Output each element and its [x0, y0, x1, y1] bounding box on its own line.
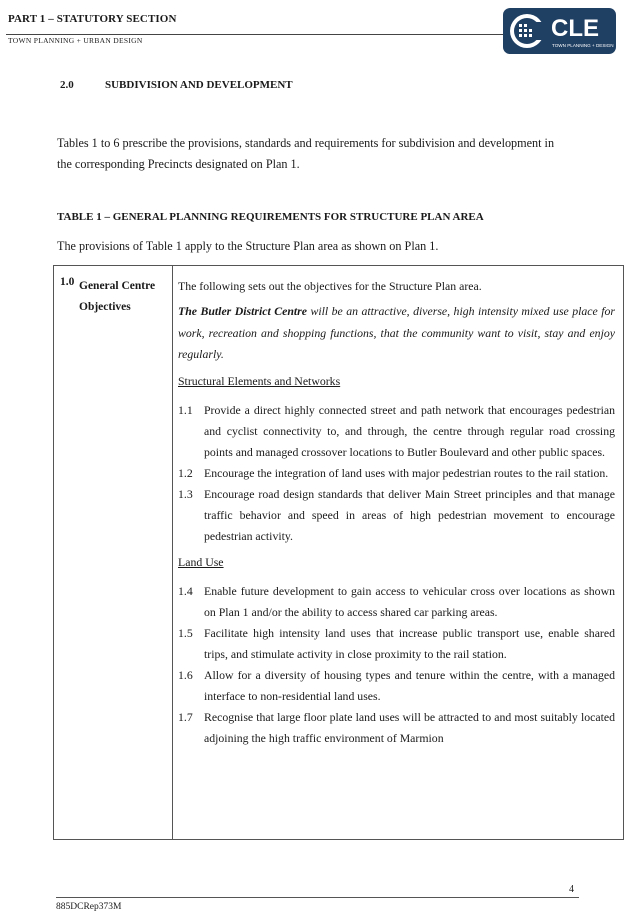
row-content — [178, 276, 615, 749]
row-label-cell — [54, 266, 173, 840]
logo-text: CLE — [551, 15, 599, 42]
page-number: 4 — [569, 884, 574, 895]
item-number: 1.5 — [178, 625, 193, 640]
item-text: Allow for a diversity of housing types and tenure within the centre, with a managed interface to non-residential land uses. — [204, 667, 615, 703]
header-divider — [6, 34, 518, 35]
item-text: Facilitate high intensity land uses that increase public transport use, enable shared trips, and stimulate activity in close proximity to the rail station. — [204, 625, 615, 661]
footer-divider — [56, 897, 579, 898]
objectives-lead: The following sets out the objectives for the Structure Plan area. — [178, 279, 482, 293]
intro-paragraph: Tables 1 to 6 prescribe the provisions, standards and requirements for subdivision and development in the corresponding Precincts designated on Plan 1. — [57, 136, 555, 171]
list-item — [178, 707, 615, 749]
list-item — [178, 400, 615, 463]
list-item — [178, 665, 615, 707]
item-text: Encourage road design standards that deliver Main Street principles and that manage traffic behavior and speed in areas of high pedestrian movement to encourage pedestrian activity. — [204, 486, 615, 543]
item-number: 1.7 — [178, 709, 193, 724]
row-name-line1: General Centre — [79, 280, 156, 292]
item-number: 1.2 — [178, 465, 193, 480]
list-item — [178, 623, 615, 665]
item-number: 1.4 — [178, 583, 193, 598]
list-item — [178, 463, 615, 484]
logo-tagline: TOWN PLANNING + DESIGN — [552, 43, 614, 48]
table-intro: The provisions of Table 1 apply to the Structure Plan area as shown on Plan 1. — [57, 239, 439, 253]
row-name — [79, 276, 155, 318]
item-text: Enable future development to gain access to vehicular cross over locations as shown on Plan 1 and/or the ability to access shared car parking areas. — [204, 583, 615, 619]
item-text: Encourage the integration of land uses with major pedestrian routes to the rail station. — [204, 465, 609, 480]
item-number: 1.6 — [178, 667, 193, 682]
header-subtitle: TOWN PLANNING + URBAN DESIGN — [8, 36, 143, 45]
table-title: TABLE 1 – GENERAL PLANNING REQUIREMENTS FOR STRUCTURE PLAN AREA — [57, 211, 484, 223]
item-text: Provide a direct highly connected street and path network that encourages pedestrian and cyclist connectivity to, and through, the centre through regular road crossing points and managed crossover locations to Butler Boulevard and other public spaces. — [204, 402, 615, 459]
section-number: 2.0 — [60, 79, 74, 91]
section-title: SUBDIVISION AND DEVELOPMENT — [105, 79, 293, 91]
row-name-line2: Objectives — [79, 301, 131, 313]
vision-statement — [178, 301, 615, 366]
list-item — [178, 484, 615, 547]
vision-subject: The Butler District Centre — [178, 304, 308, 318]
item-text: Recognise that large floor plate land uses will be attracted to and most suitably located adjoining the high traffic environment of Marmion — [204, 709, 615, 745]
vision-body: will be an attractive, diverse, high intensity mixed use place for work, recreation and shopping functions, that the community want to visit, stay and enjoy regularly. — [178, 304, 615, 361]
subsection-heading: Land Use — [178, 554, 224, 569]
subsection-heading: Structural Elements and Networks — [178, 373, 341, 388]
item-number: 1.3 — [178, 486, 193, 501]
cle-logo — [503, 8, 616, 54]
row-number: 1.0 — [60, 276, 75, 288]
item-number: 1.1 — [178, 402, 193, 417]
document-reference: 885DCRep373M — [56, 902, 122, 912]
list-item — [178, 581, 615, 623]
part-title: PART 1 – STATUTORY SECTION — [8, 13, 177, 25]
